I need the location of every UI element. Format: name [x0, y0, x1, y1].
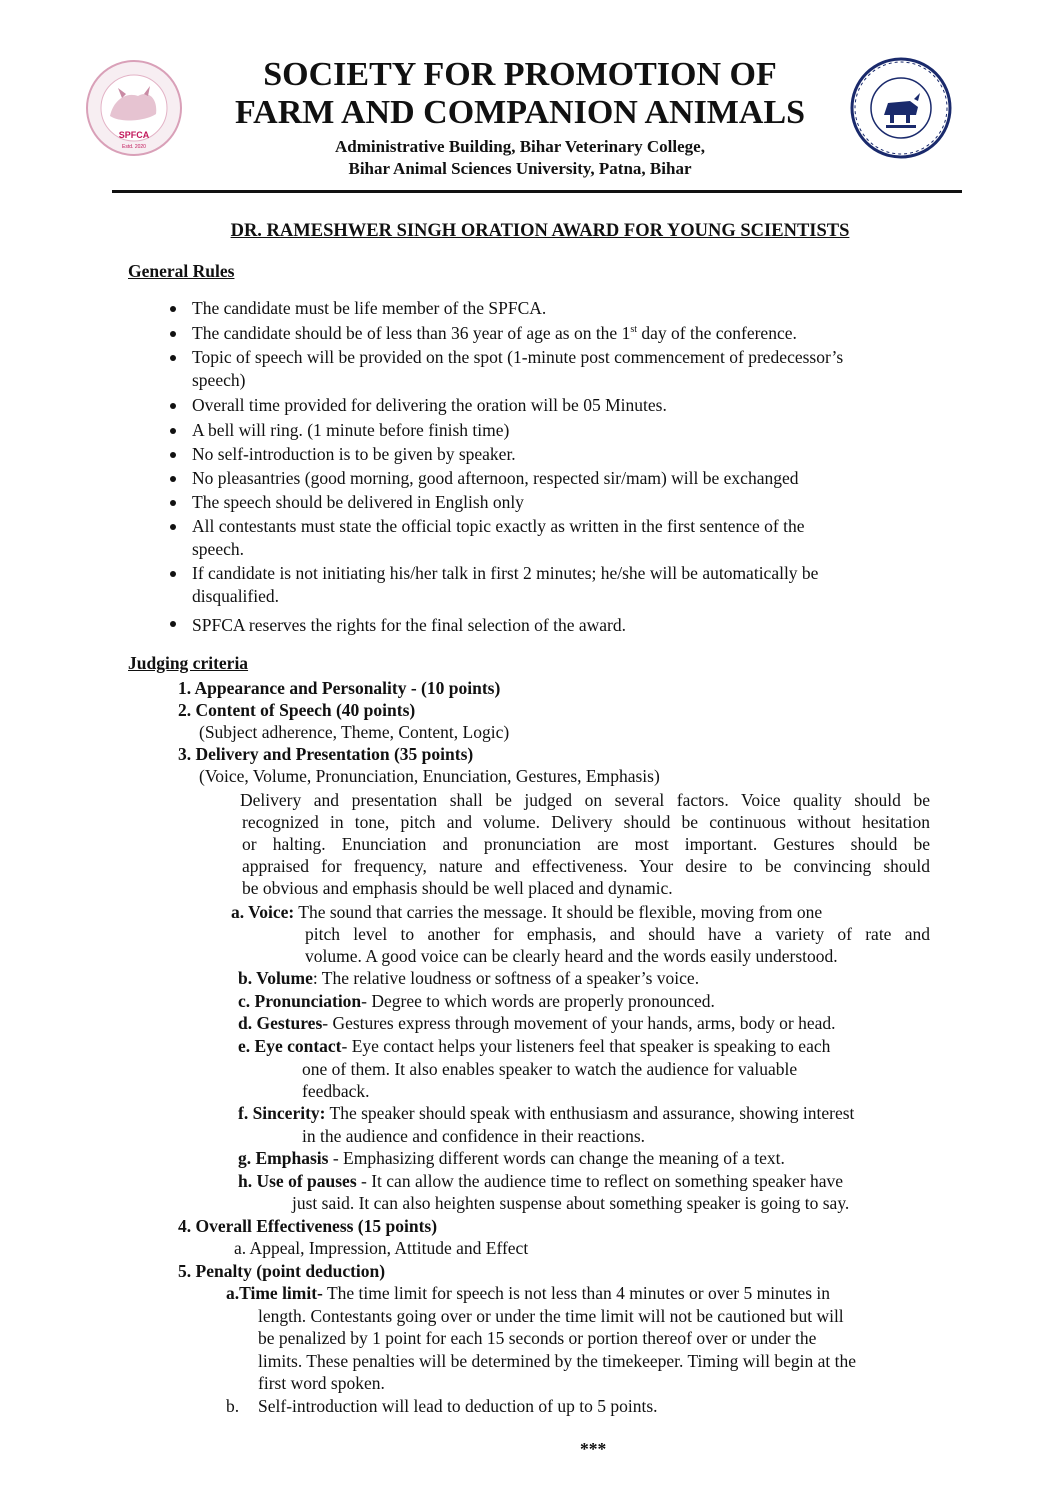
criterion-3-sub: (Voice, Volume, Pronunciation, Enunciation, Gestures, Emphasis)	[199, 766, 660, 786]
subcriterion-emphasis	[238, 1147, 785, 1170]
subcriterion-label: f. Sincerity:	[238, 1103, 326, 1123]
bullet-icon	[170, 476, 176, 482]
rule-item-cont: speech.	[192, 539, 244, 559]
rule-item	[192, 322, 797, 345]
subcriterion-text: - Eye contact helps your listeners feel that speaker is speaking to each	[341, 1036, 831, 1056]
penalty-time-limit-cont: limits. These penalties will be determined by the timekeeper. Timing will begin at the	[258, 1351, 856, 1371]
bullet-icon	[170, 306, 176, 312]
rule-item: No pleasantries (good morning, good afternoon, respected sir/mam) will be exchanged	[192, 468, 799, 488]
rule-item: The candidate must be life member of the SPFCA.	[192, 298, 547, 318]
rule-item: SPFCA reserves the rights for the final selection of the award.	[192, 615, 626, 635]
general-rules-heading: General Rules	[128, 261, 235, 281]
org-address-line2: Bihar Animal Sciences University, Patna, Bihar	[348, 159, 692, 178]
bullet-icon	[170, 571, 176, 577]
document-title: DR. RAMESHWER SINGH ORATION AWARD FOR YOUNG SCIENTISTS	[230, 221, 850, 241]
criterion-1: 1. Appearance and Personality - (10 points)	[178, 678, 501, 698]
rule-sup: st	[630, 324, 638, 336]
subcriterion-text: The sound that carries the message. It should be flexible, moving from one	[294, 902, 823, 922]
criterion-3-paragraph: Delivery and presentation shall be judged on several factors. Voice quality should be	[240, 790, 930, 810]
rule-item: Topic of speech will be provided on the spot (1-minute post commencement of predecessor’s	[192, 347, 844, 367]
subcriterion-text: - It can allow the audience time to reflect on something speaker have	[356, 1171, 844, 1191]
penalty-time-limit-cont: first word spoken.	[258, 1373, 385, 1393]
subcriterion-text: The speaker should speak with enthusiasm and assurance, showing interest	[325, 1103, 855, 1123]
subcriterion-label: e. Eye contact	[238, 1036, 342, 1056]
subcriterion-label: a. Voice:	[231, 902, 295, 922]
subcriterion-text: : The relative loudness or softness of a speaker’s voice.	[312, 968, 700, 988]
subcriterion-label: c. Pronunciation	[238, 991, 362, 1011]
subcriterion-pauses-cont: just said. It can also heighten suspense about something speaker is going to say.	[292, 1193, 850, 1213]
criterion-5: 5. Penalty (point deduction)	[178, 1261, 386, 1281]
subcriterion-pauses	[238, 1170, 843, 1193]
bullet-icon	[170, 500, 176, 506]
footer-mark: ***	[580, 1439, 607, 1459]
subcriterion-label: d. Gestures	[238, 1013, 323, 1033]
penalty-text: The time limit for speech is not less than 4 minutes or over 5 minutes in	[322, 1283, 830, 1303]
bullet-icon	[170, 428, 176, 434]
subcriterion-label: g. Emphasis	[238, 1148, 329, 1168]
rule-item-cont: speech)	[192, 370, 246, 390]
penalty-time-limit	[226, 1282, 830, 1305]
bullet-icon	[170, 403, 176, 409]
criterion-4-sub: a. Appeal, Impression, Attitude and Effect	[234, 1238, 529, 1258]
subcriterion-text: - Emphasizing different words can change the meaning of a text.	[328, 1148, 785, 1168]
subcriterion-label: b. Volume	[238, 968, 313, 988]
judging-criteria-heading: Judging criteria	[128, 653, 249, 673]
criterion-3-paragraph: or halting. Enunciation and pronunciation are most important. Gestures should be	[242, 834, 930, 854]
subcriterion-sincerity-cont: in the audience and confidence in their reactions.	[302, 1126, 646, 1146]
subcriterion-voice	[231, 901, 822, 924]
rule-item: All contestants must state the official topic exactly as written in the first sentence of the	[192, 516, 805, 536]
spfca-logo-abbr: SPFCA	[118, 130, 150, 140]
criterion-4: 4. Overall Effectiveness (15 points)	[178, 1216, 438, 1236]
rule-item: Overall time provided for delivering the oration will be 05 Minutes.	[192, 395, 667, 415]
bullet-icon	[170, 452, 176, 458]
bullet-icon	[170, 355, 176, 361]
subcriterion-eye-contact	[238, 1035, 830, 1058]
criterion-3-paragraph: recognized in tone, pitch and volume. Delivery should be continuous without hesitation	[242, 812, 930, 832]
subcriterion-text: - Gestures express through movement of your hands, arms, body or head.	[322, 1013, 836, 1033]
header-divider	[112, 190, 962, 193]
rule-item: The speech should be delivered in English only	[192, 492, 524, 512]
subcriterion-label: h. Use of pauses	[238, 1171, 357, 1191]
org-title-line1: SOCIETY FOR PROMOTION OF	[263, 56, 777, 93]
penalty-self-introduction: Self-introduction will lead to deduction of up to 5 points.	[258, 1396, 658, 1416]
criterion-3-paragraph: appraised for frequency, nature and effectiveness. Your desire to be convincing should	[242, 856, 930, 876]
criterion-3: 3. Delivery and Presentation (35 points)	[178, 744, 474, 764]
subcriterion-text: - Degree to which words are properly pronounced.	[361, 991, 715, 1011]
bullet-icon	[170, 621, 176, 627]
subcriterion-pronunciation	[238, 990, 715, 1013]
penalty-time-limit-cont: length. Contestants going over or under the time limit will not be cautioned but will	[258, 1306, 844, 1326]
subcriterion-voice-cont: pitch level to another for emphasis, and should have a variety of rate and	[305, 924, 930, 944]
rule-item-cont: disqualified.	[192, 586, 279, 606]
subcriterion-eye-contact-cont: feedback.	[302, 1081, 370, 1101]
criterion-2: 2. Content of Speech (40 points)	[178, 700, 416, 720]
bullet-icon	[170, 331, 176, 337]
org-title-line2: FARM AND COMPANION ANIMALS	[234, 94, 806, 131]
subcriterion-voice-cont: volume. A good voice can be clearly heard and the words easily understood.	[305, 946, 838, 966]
rule-item: A bell will ring. (1 minute before finish time)	[192, 420, 510, 440]
penalty-label: a.Time limit-	[226, 1283, 323, 1303]
subcriterion-sincerity	[238, 1102, 854, 1125]
rule-item: If candidate is not initiating his/her talk in first 2 minutes; he/she will be automatically be	[192, 563, 819, 583]
subcriterion-volume	[238, 967, 699, 990]
subcriterion-gestures	[238, 1012, 835, 1035]
org-address-line1: Administrative Building, Bihar Veterinary College,	[335, 137, 705, 156]
penalty-time-limit-cont: be penalized by 1 point for each 15 seconds or portion thereof over or under the	[258, 1328, 817, 1348]
spfca-logo-estd: Estd. 2020	[122, 144, 146, 150]
rule-text: The candidate should be of less than 36 year of age as on the 1	[192, 323, 631, 343]
subcriterion-eye-contact-cont: one of them. It also enables speaker to watch the audience for valuable	[302, 1059, 798, 1079]
rule-text: day of the conference.	[637, 323, 797, 343]
penalty-b-label: b.	[226, 1396, 240, 1416]
rule-item: No self-introduction is to be given by speaker.	[192, 444, 516, 464]
criterion-3-paragraph: be obvious and emphasis should be well placed and dynamic.	[242, 878, 673, 898]
criterion-2-sub: (Subject adherence, Theme, Content, Logic)	[199, 722, 510, 742]
bullet-icon	[170, 524, 176, 530]
